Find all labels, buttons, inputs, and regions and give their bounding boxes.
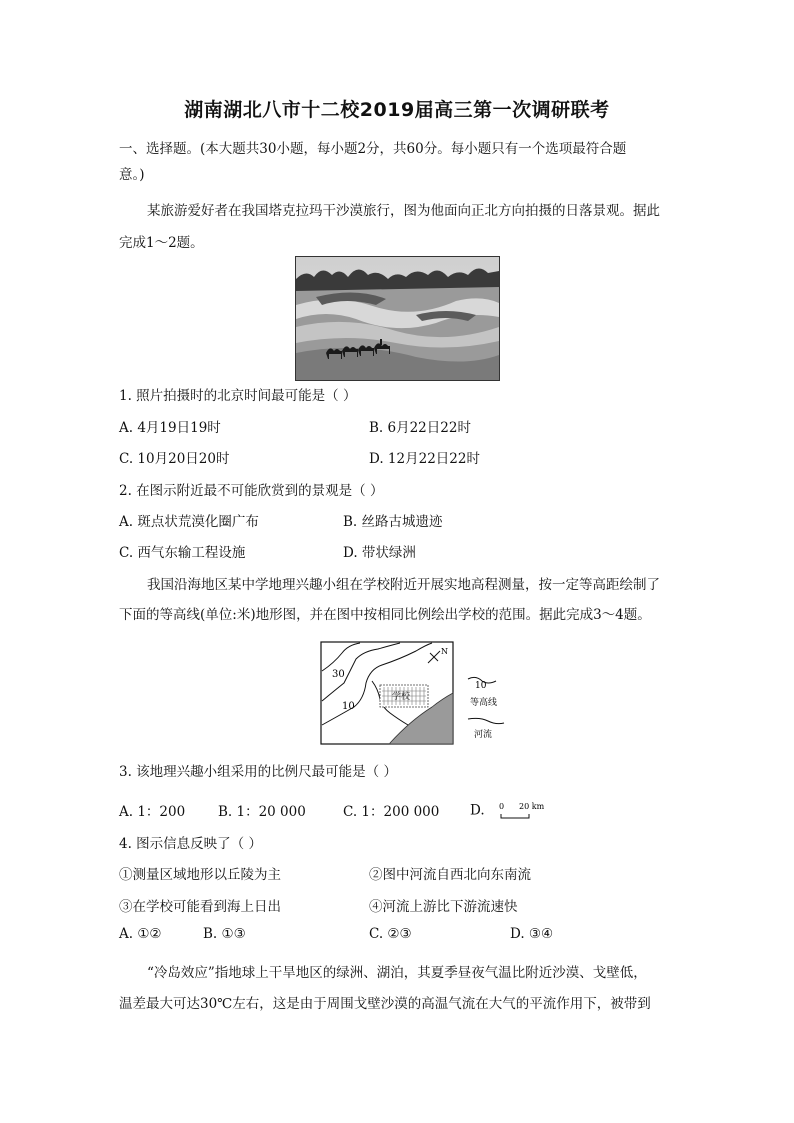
question-2-stem: 2. 在图示附近最不可能欣赏到的景观是（ ） — [119, 483, 384, 499]
q2-option-a: A. 斑点状荒漠化圈广布 — [119, 514, 259, 530]
legend-river-line — [468, 718, 504, 723]
contour-label-30: 30 — [332, 669, 345, 680]
svg-text:20 km: 20 km — [518, 802, 545, 811]
passage-3-line-2: 温差最大可达30℃左右，这是由于周围戈壁沙漠的高温气流在大气的平流作用下，被带到 — [119, 996, 651, 1012]
passage-2-line-1: 我国沿海地区某中学地理兴趣小组在学校附近开展实地高程测量，按一定等高距绘制了 — [147, 577, 660, 593]
section-heading: 一、选择题。(本大题共30小题，每小题2分，共60分。每小题只有一个选项最符合题 — [119, 141, 627, 157]
legend-contour-label: 等高线 — [470, 698, 498, 708]
q3-option-c: C. 1：200 000 — [343, 804, 440, 820]
q2-option-b: B. 丝路古城遗迹 — [343, 514, 443, 530]
contour-label-10: 10 — [342, 701, 355, 712]
q4-statement-4: ④河流上游比下游流速快 — [369, 899, 518, 915]
desert-sunset-photo — [295, 256, 500, 381]
svg-text:0: 0 — [498, 802, 505, 811]
q4-statement-2: ②图中河流自西北向东南流 — [369, 867, 531, 883]
passage-3-line-1: “冷岛效应”指地球上干旱地区的绿洲、湖泊，其夏季昼夜气温比附近沙漠、戈壁低， — [147, 965, 647, 981]
q1-option-d: D. 12月22日22时 — [369, 451, 480, 467]
q1-option-b: B. 6月22日22时 — [369, 420, 471, 436]
question-1-stem: 1. 照片拍摄时的北京时间最可能是（ ） — [119, 388, 357, 404]
q4-statement-3: ③在学校可能看到海上日出 — [119, 899, 281, 915]
q3-option-a: A. 1：200 — [119, 804, 186, 820]
q3-option-b: B. 1：20 000 — [218, 804, 306, 820]
page-title: 湖南湖北八市十二校2019届高三第一次调研联考 — [184, 99, 610, 121]
scale-bar-icon — [489, 800, 553, 822]
legend-river-label: 河流 — [474, 730, 493, 740]
contour-map — [320, 641, 510, 747]
q2-option-c: C. 西气东输工程设施 — [119, 545, 246, 561]
q1-option-c: C. 10月20日20时 — [119, 451, 230, 467]
q4-option-c: C. ②③ — [369, 926, 412, 942]
question-3-stem: 3. 该地理兴趣小组采用的比例尺最可能是（ ） — [119, 764, 397, 780]
q3-option-d: D. 0 20 km — [470, 800, 553, 822]
question-4-stem: 4. 图示信息反映了（ ） — [119, 836, 262, 852]
q4-option-d: D. ③④ — [510, 926, 554, 942]
q4-statement-1: ①测量区域地形以丘陵为主 — [119, 867, 281, 883]
passage-1-line-1: 某旅游爱好者在我国塔克拉玛干沙漠旅行，图为他面向正北方向拍摄的日落景观。据此 — [147, 203, 660, 219]
passage-1-line-2: 完成1～2题。 — [119, 235, 204, 251]
passage-2-line-2: 下面的等高线(单位:米)地形图，并在图中按相同比例绘出学校的范围。据此完成3～4题。 — [119, 607, 651, 623]
q4-option-b: B. ①③ — [203, 926, 246, 942]
school-label: 学校 — [392, 692, 411, 702]
legend-contour-value: 10 — [475, 681, 487, 691]
q2-option-d: D. 带状绿洲 — [343, 545, 416, 561]
q4-option-a: A. ①② — [119, 926, 162, 942]
section-heading-cont: 意。) — [119, 167, 145, 183]
q1-option-a: A. 4月19日19时 — [119, 420, 221, 436]
svg-text:N: N — [441, 647, 448, 656]
